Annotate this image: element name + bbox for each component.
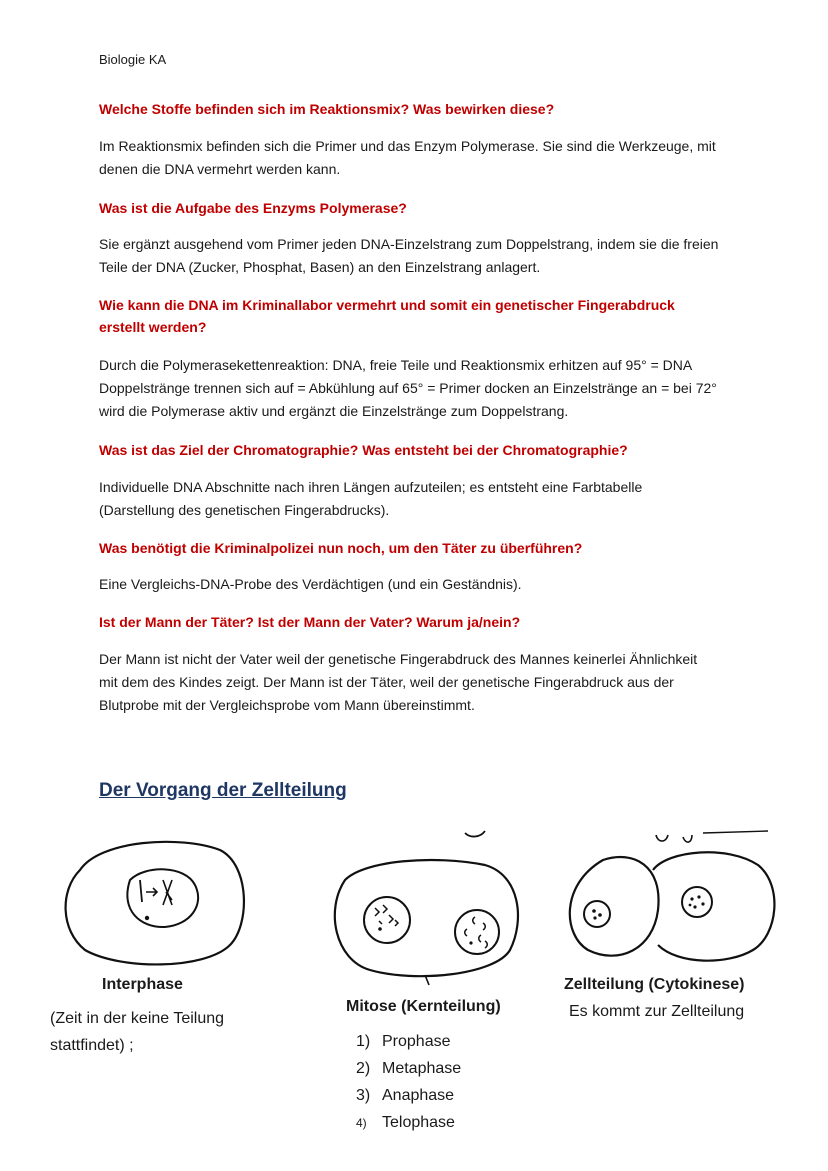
interphase-cell-drawing [60, 830, 250, 980]
answer-2: Sie ergänzt ausgehend vom Primer jeden DNA-Einzelstrang zum Doppelstrang, indem sie die freien Teile der DNA (Zucker, Phosphat, Basen) an den Einzelstrang anlagert. [99, 236, 719, 275]
question-6: Ist der Mann der Täter? Ist der Mann der Vater? Warum ja/nein? [99, 614, 521, 630]
phase-number: 1) [356, 1033, 371, 1050]
interphase-label: Interphase [102, 976, 183, 993]
question-3: Wie kann die DNA im Kriminallabor vermehrt und somit ein genetischer Fingerabdruck erstellt werden? [99, 297, 675, 335]
interphase-desc-line1: (Zeit in der keine Teilung [50, 1010, 225, 1027]
phase-name: Anaphase [382, 1087, 455, 1104]
answer-1: Im Reaktionsmix befinden sich die Primer und das Enzym Polymerase. Sie sind die Werkzeuge, mit denen die DNA vermehrt werden kann. [99, 138, 716, 177]
question-4: Was ist das Ziel der Chromatographie? Was entsteht bei der Chromatographie? [99, 442, 628, 458]
phase-name: Prophase [382, 1033, 451, 1050]
answer-5: Eine Vergleichs-DNA-Probe des Verdächtigen (und ein Geständnis). [99, 576, 522, 592]
cytokinese-cell-drawing [558, 825, 783, 975]
interphase-desc-line2: stattfindet) ; [50, 1037, 134, 1054]
phase-number: 3) [356, 1087, 371, 1104]
phase-name: Telophase [382, 1114, 455, 1131]
mitose-label: Mitose (Kernteilung) [346, 998, 501, 1015]
list-item [356, 1055, 461, 1082]
answer-4: Individuelle DNA Abschnitte nach ihren Längen aufzuteilen; es entsteht eine Farbtabelle (Darstellung des genetischen Fingerabdrucks). [99, 479, 643, 518]
mitose-cell-drawing [325, 825, 525, 990]
cytokinese-desc: Es kommt zur Zellteilung [569, 1003, 745, 1020]
question-1: Welche Stoffe befinden sich im Reaktionsmix? Was bewirken diese? [99, 101, 555, 117]
section-title: Der Vorgang der Zellteilung [99, 780, 347, 801]
phase-name: Metaphase [382, 1060, 462, 1077]
cytokinese-label: Zellteilung (Cytokinese) [564, 976, 745, 993]
question-5: Was benötigt die Kriminalpolizei nun noch, um den Täter zu überführen? [99, 540, 583, 556]
page-header: Biologie KA [99, 52, 167, 67]
answer-3: Durch die Polymerasekettenreaktion: DNA, freie Teile und Reaktionsmix erhitzen auf 95° = DNA Doppelstränge trennen sich auf = Abkühlung auf 65° = Primer docken an Einzelstränge an = bei 72° wird die Polymerase aktiv und ergänzt die Einzelstränge zum Doppelstrang. [99, 357, 717, 419]
mitose-phase-list [356, 1028, 461, 1136]
question-2: Was ist die Aufgabe des Enzyms Polymerase? [99, 200, 407, 216]
list-item [356, 1028, 461, 1055]
phase-number: 2) [356, 1060, 371, 1077]
phase-number: 4) [356, 1116, 367, 1130]
list-item [356, 1109, 461, 1136]
list-item [356, 1082, 461, 1109]
answer-6: Der Mann ist nicht der Vater weil der genetische Fingerabdruck des Mannes keinerlei Ähnlichkeit mit dem des Kindes zeigt. Der Mann ist der Täter, weil der genetische Fingerabdruck aus der Blutprobe mit der Vergleichsprobe vom Mann übereinstimmt. [99, 651, 698, 713]
